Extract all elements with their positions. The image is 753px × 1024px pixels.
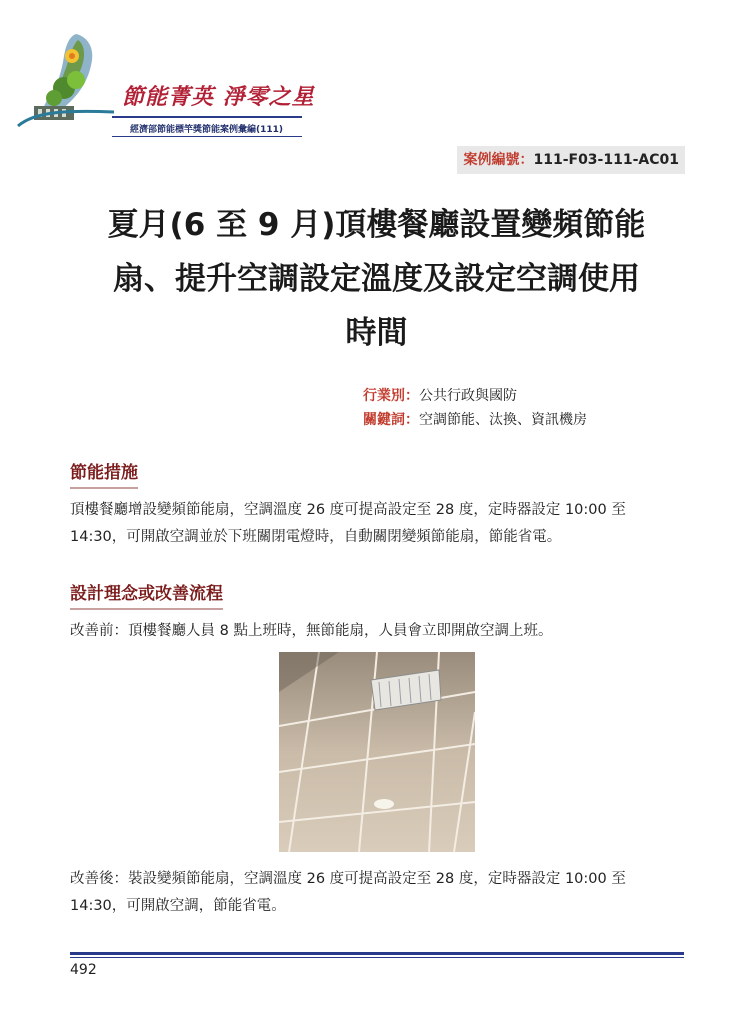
design-heading: 設計理念或改善流程 (70, 579, 223, 610)
logo-title: 節能菁英 淨零之星 (122, 84, 315, 110)
measures-line-2: 14:30，可開啟空調並於下班關閉電燈時，自動關閉變頻節能扇，節能省電。 (70, 529, 562, 545)
case-number-value: 111-F03-111-AC01 (533, 152, 679, 168)
footer-rule (70, 952, 684, 955)
keywords-row (363, 408, 587, 432)
header-logo (14, 26, 315, 136)
after-line-2: 14:30，可開啟空調，節能省電。 (70, 898, 286, 914)
title-line-2: 扇、提升空調設定溫度及設定空調使用 (113, 261, 640, 297)
measures-paragraph (70, 497, 684, 551)
industry-label: 行業別： (363, 388, 419, 404)
case-meta (363, 384, 587, 432)
case-number-label: 案例編號： (463, 152, 534, 168)
taiwan-map-logo-icon (14, 26, 124, 136)
ceiling-photo (279, 652, 475, 852)
logo-subtitle: 經濟部節能標竿獎節能案例彙編(111) (130, 125, 284, 135)
industry-value: 公共行政與國防 (419, 388, 517, 404)
footer-rule-thin (70, 957, 684, 958)
title-line-1: 夏月(6 至 9 月)頂樓餐廳設置變頻節能 (107, 207, 646, 243)
ceiling-image-icon (279, 652, 475, 852)
page-title (70, 198, 683, 360)
logo-divider (112, 116, 302, 118)
after-line-1: 改善後：裝設變頻節能扇，空調溫度 26 度可提高設定至 28 度，定時器設定 10:00 至 (70, 871, 626, 887)
keywords-value: 空調節能、汰換、資訊機房 (419, 412, 587, 428)
case-number (457, 146, 685, 174)
before-paragraph: 改善前：頂樓餐廳人員 8 點上班時，無節能扇，人員會立即開啟空調上班。 (70, 623, 553, 639)
keywords-label: 關鍵詞： (363, 412, 419, 428)
logo-divider-bottom (112, 136, 302, 137)
after-paragraph (70, 866, 684, 920)
page-number: 492 (70, 962, 97, 978)
industry-row (363, 384, 587, 408)
title-line-3: 時間 (345, 315, 408, 351)
measures-line-1: 頂樓餐廳增設變頻節能扇，空調溫度 26 度可提高設定至 28 度，定時器設定 10:00 至 (70, 502, 626, 518)
measures-heading: 節能措施 (70, 458, 138, 489)
